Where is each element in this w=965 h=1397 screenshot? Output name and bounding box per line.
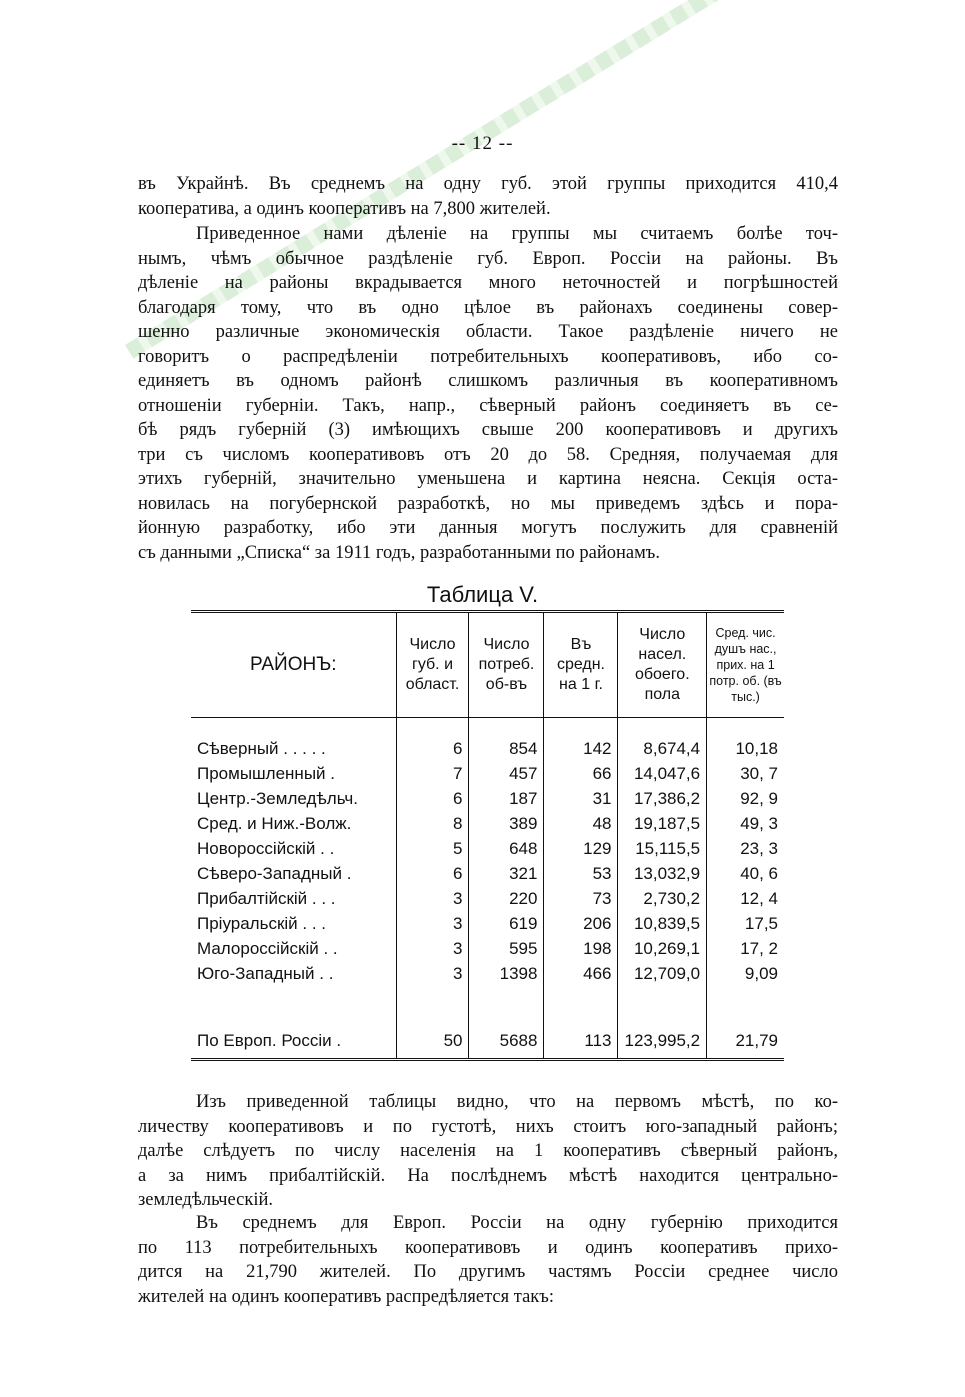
cell-persons: 17, 2	[707, 936, 784, 961]
cell-name: Пріуральскій . . .	[197, 914, 326, 933]
cell-coops: 648	[469, 836, 544, 861]
cell-pop: 123,995,2	[618, 1024, 707, 1060]
spacer-cell	[396, 718, 469, 737]
spacer-cell	[544, 986, 618, 1024]
cell-coops: 595	[469, 936, 544, 961]
table-row	[191, 1024, 784, 1060]
table-row	[191, 836, 784, 861]
cell-coops: 1398	[469, 961, 544, 986]
table-row	[191, 886, 784, 911]
text-line: бѣ рядъ губерній (3) имѣющихъ свыше 200 кооперативовъ и другихъ	[138, 420, 838, 440]
header-avg: Въ средн. на 1 г.	[544, 612, 618, 718]
cell-pop: 10,269,1	[618, 936, 707, 961]
table-caption: Таблица V.	[426, 582, 539, 607]
cell-gub: 3	[396, 936, 469, 961]
table-row	[191, 786, 784, 811]
paragraph-4	[138, 1211, 838, 1309]
cell-avg: 73	[544, 886, 618, 911]
cell-pop: 15,115,5	[618, 836, 707, 861]
text-line: а за нимъ прибалтійскій. На послѣднемъ мѣстѣ находится центрально-	[138, 1165, 838, 1186]
text-line: жителей на одинъ кооперативъ распредѣляется такъ:	[138, 1286, 554, 1307]
cell-name: Сѣверный . . . . .	[197, 739, 326, 758]
table-row	[191, 911, 784, 936]
cell-pop: 2,730,2	[618, 886, 707, 911]
cell-persons: 92, 9	[707, 786, 784, 811]
text-line: Приведенное нами дѣленіе на группы мы считаемъ болѣе точ-	[196, 224, 838, 244]
cell-avg: 129	[544, 836, 618, 861]
cell-name: По Европ. Россіи .	[197, 1031, 342, 1050]
cell-persons: 9,09	[707, 961, 784, 986]
header-region: РАЙОНЪ:	[191, 612, 396, 718]
paragraph-2	[138, 222, 838, 565]
cell-avg: 142	[544, 736, 618, 761]
cell-avg: 31	[544, 786, 618, 811]
paragraph-3	[138, 1090, 838, 1213]
page-number: -- 12 --	[451, 133, 514, 154]
header-persons: Сред. чис. душъ нас., прих. на 1 потр. об. (въ тыс.)	[707, 612, 784, 718]
cell-gub: 3	[396, 911, 469, 936]
table-row	[191, 936, 784, 961]
cell-gub: 7	[396, 761, 469, 786]
text-line: по 113 потребительныхъ кооперативовъ и одинъ кооперативъ прихо-	[138, 1237, 838, 1258]
cell-pop: 17,386,2	[618, 786, 707, 811]
spacer-cell	[707, 986, 784, 1024]
spacer-cell	[544, 718, 618, 737]
cell-gub: 5	[396, 836, 469, 861]
text-line: личеству кооперативовъ и по густотѣ, нихъ стоитъ юго-западный районъ;	[138, 1116, 838, 1137]
cell-name: Малороссійскій . .	[197, 939, 338, 958]
cell-name: Сѣверо-Западный .	[197, 864, 352, 883]
cell-coops: 389	[469, 811, 544, 836]
cell-pop: 14,047,6	[618, 761, 707, 786]
cell-coops: 619	[469, 911, 544, 936]
cell-gub: 6	[396, 861, 469, 886]
cell-persons: 23, 3	[707, 836, 784, 861]
cell-avg: 466	[544, 961, 618, 986]
spacer-cell	[469, 986, 544, 1024]
cell-coops: 220	[469, 886, 544, 911]
header-gub: Число губ. и област.	[396, 612, 469, 718]
cell-pop: 19,187,5	[618, 811, 707, 836]
cell-coops: 457	[469, 761, 544, 786]
table-row	[191, 861, 784, 886]
paragraph-1	[138, 172, 838, 221]
text-line: Изъ приведенной таблицы видно, что на первомъ мѣстѣ, по ко-	[196, 1092, 838, 1112]
cell-gub: 3	[396, 961, 469, 986]
cell-avg: 206	[544, 911, 618, 936]
cell-gub: 3	[396, 886, 469, 911]
spacer-cell	[191, 986, 396, 1024]
text-line: новилась на погубернской разработкѣ, но мы приведемъ здѣсь и пора-	[138, 493, 838, 514]
cell-persons: 17,5	[707, 911, 784, 936]
cell-persons: 40, 6	[707, 861, 784, 886]
spacer-cell	[469, 718, 544, 737]
text-line: этихъ губерній, значительно уменьшена и картина неясна. Секція оста-	[138, 469, 838, 489]
cell-avg: 53	[544, 861, 618, 886]
spacer-cell	[191, 718, 396, 737]
cell-coops: 321	[469, 861, 544, 886]
table-spacer	[191, 718, 784, 737]
cell-name: Прибалтійскій . . .	[197, 889, 336, 908]
cell-pop: 13,032,9	[618, 861, 707, 886]
text-line: три съ числомъ кооперативовъ отъ 20 до 58. Средняя, получаемая для	[138, 444, 838, 465]
text-line: далѣе слѣдуетъ по числу населенія на 1 кооперативъ сѣверный районъ,	[138, 1141, 838, 1161]
header-coops: Число потреб. об-въ	[469, 612, 544, 718]
cell-name: Новороссійскій . .	[197, 839, 335, 858]
cell-avg: 48	[544, 811, 618, 836]
text-line: единяетъ въ одномъ районѣ слишкомъ различныя въ кооперативномъ	[138, 371, 838, 391]
cell-name: Центр.-Земледѣльч.	[197, 789, 359, 808]
cell-gub: 6	[396, 786, 469, 811]
header-pop: Число насел. обоего. пола	[618, 612, 707, 718]
cell-name: Сред. и Ниж.-Волж.	[197, 814, 352, 833]
cell-name: Промышленный .	[197, 764, 335, 783]
cell-persons: 30, 7	[707, 761, 784, 786]
cell-coops: 187	[469, 786, 544, 811]
table-body	[191, 718, 784, 1060]
cell-persons: 10,18	[707, 736, 784, 761]
spacer-cell	[707, 718, 784, 737]
text-line: дится на 21,790 жителей. По другимъ частямъ Россіи среднее число	[138, 1262, 838, 1282]
cooperatives-table	[191, 610, 784, 1061]
cell-gub: 8	[396, 811, 469, 836]
cell-gub: 50	[396, 1024, 469, 1060]
text-line: земледѣльческій.	[138, 1190, 273, 1210]
cell-gub: 6	[396, 736, 469, 761]
cell-pop: 10,839,5	[618, 911, 707, 936]
text-line: Въ среднемъ для Европ. Россіи на одну губернію приходится	[196, 1213, 838, 1233]
table-row	[191, 961, 784, 986]
table-row	[191, 811, 784, 836]
cell-pop: 8,674,4	[618, 736, 707, 761]
cell-persons: 49, 3	[707, 811, 784, 836]
spacer-cell	[618, 718, 707, 737]
spacer-cell	[396, 986, 469, 1024]
text-line: шенно различные экономическія области. Такое раздѣленіе ничего не	[138, 322, 838, 342]
text-line: въ Украйнѣ. Въ среднемъ на одну губ. этой группы приходится 410,4	[138, 174, 838, 194]
cell-name: Юго-Западный . .	[197, 964, 334, 983]
text-line: дѣленіе на районы вкрадывается много неточностей и погрѣшностей	[138, 273, 838, 293]
text-line: кооператива, а одинъ кооперативъ на 7,800 жителей.	[138, 198, 551, 219]
spacer-cell	[618, 986, 707, 1024]
table-spacer	[191, 986, 784, 1024]
text-line: говоритъ о распредѣленіи потребительныхъ кооперативовъ, ибо со-	[138, 346, 838, 367]
text-line: нымъ, чѣмъ обычное раздѣленіе губ. Европ. Россіи на районы. Въ	[138, 248, 838, 269]
table-row	[191, 761, 784, 786]
cell-persons: 12, 4	[707, 886, 784, 911]
text-line: отношеніи губерніи. Такъ, напр., сѣверный районъ соединяетъ въ се-	[138, 395, 838, 416]
text-line: благодаря тому, что въ одно цѣлое въ районахъ соединены совер-	[138, 297, 838, 318]
cell-avg: 198	[544, 936, 618, 961]
cell-avg: 113	[544, 1024, 618, 1060]
cell-persons: 21,79	[707, 1024, 784, 1060]
text-line: йонную разработку, ибо эти данныя могутъ послужить для сравненій	[138, 518, 838, 538]
table-row	[191, 736, 784, 761]
cell-avg: 66	[544, 761, 618, 786]
cell-pop: 12,709,0	[618, 961, 707, 986]
text-line: съ данными „Списка“ за 1911 годъ, разработанными по районамъ.	[138, 542, 660, 563]
cell-coops: 854	[469, 736, 544, 761]
table-header-row	[191, 612, 784, 718]
cell-coops: 5688	[469, 1024, 544, 1060]
